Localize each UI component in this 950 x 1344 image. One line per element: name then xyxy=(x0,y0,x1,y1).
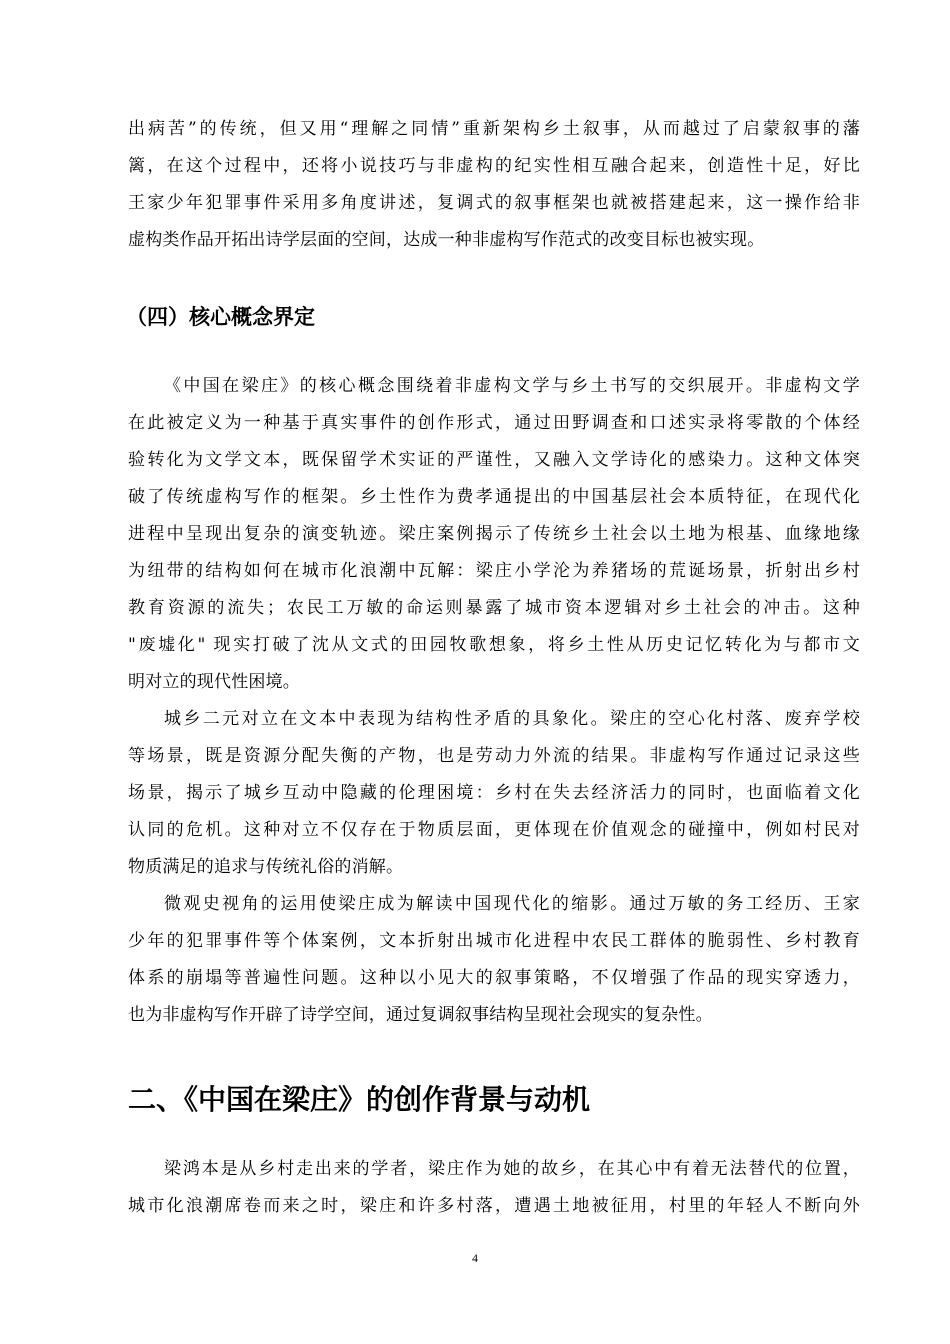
text-line: 篱，在这个过程中，还将小说技巧与非虚构的纪实性相互融合起来，创造性十足，好比 xyxy=(128,156,860,176)
text-line: 验转化为文学文本，既保留学术实证的严谨性，又融入文学诗化的感染力。这种文体突 xyxy=(128,450,860,470)
text-line: 在此被定义为一种基于真实事件的创作形式，通过田野调查和口述实录将零散的个体经 xyxy=(128,413,860,433)
text-line: 也为非虚构写作开辟了诗学空间，通过复调叙事结构呈现社会现实的复杂性。 xyxy=(128,1005,713,1025)
text-line: 为纽带的结构如何在城市化浪潮中瓦解：梁庄小学沦为养猪场的荒诞场景，折射出乡村 xyxy=(128,561,860,581)
text-line: 城市化浪潮席卷而来之时，梁庄和许多村落，遭遇土地被征用，村里的年轻人不断向外 xyxy=(128,1196,860,1216)
page-number: 4 xyxy=(472,1251,478,1265)
text-line: 破了传统虚构写作的框架。乡土性作为费孝通提出的中国基层社会本质特征，在现代化 xyxy=(128,487,860,507)
text-line: 明对立的现代性困境。 xyxy=(128,672,300,692)
chapter-heading: 二、《中国在梁庄》的创作背景与动机 xyxy=(128,1083,591,1116)
text-line: 梁鸿本是从乡村走出来的学者，梁庄作为她的故乡，在其心中有着无法替代的位置， xyxy=(164,1159,860,1179)
text-line: 出病苦”的传统，但又用“理解之同情”重新架构乡土叙事，从而越过了启蒙叙事的藩 xyxy=(128,119,860,139)
text-line: 认同的危机。这种对立不仅存在于物质层面，更体现在价值观念的碰撞中，例如村民对 xyxy=(128,820,860,840)
text-line: 少年的犯罪事件等个体案例，文本折射出城市化进程中农民工群体的脆弱性、乡村教育 xyxy=(128,931,860,951)
text-line: 场景，揭示了城乡互动中隐藏的伦理困境：乡村在失去经济活力的同时，也面临着文化 xyxy=(128,783,860,803)
text-line: 物质满足的追求与传统礼俗的消解。 xyxy=(128,857,404,877)
text-line: 进程中呈现出复杂的演变轨迹。梁庄案例揭示了传统乡土社会以土地为根基、血缘地缘 xyxy=(128,524,860,544)
text-line: 虚构类作品开拓出诗学层面的空间，达成一种非虚构写作范式的改变目标也被实现。 xyxy=(128,230,765,250)
text-line: 体系的崩塌等普遍性问题。这种以小见大的叙事策略，不仅增强了作品的现实穿透力， xyxy=(128,968,860,988)
section-heading: （四）核心概念界定 xyxy=(126,305,315,329)
text-line: 城乡二元对立在文本中表现为结构性矛盾的具象化。梁庄的空心化村落、废弃学校 xyxy=(164,709,860,729)
text-line: 教育资源的流失；农民工万敏的命运则暴露了城市资本逻辑对乡土社会的冲击。这种 xyxy=(128,598,860,618)
text-line: "废墟化" 现实打破了沈从文式的田园牧歌想象，将乡土性从历史记忆转化为与都市文 xyxy=(128,635,860,655)
text-line: 微观史视角的运用使梁庄成为解读中国现代化的缩影。通过万敏的务工经历、王家 xyxy=(164,894,860,914)
text-line: 《中国在梁庄》的核心概念围绕着非虚构文学与乡土书写的交织展开。非虚构文学 xyxy=(164,376,860,396)
text-line: 等场景，既是资源分配失衡的产物，也是劳动力外流的结果。非虚构写作通过记录这些 xyxy=(128,746,860,766)
text-line: 王家少年犯罪事件采用多角度讲述，复调式的叙事框架也就被搭建起来，这一操作给非 xyxy=(128,193,860,213)
